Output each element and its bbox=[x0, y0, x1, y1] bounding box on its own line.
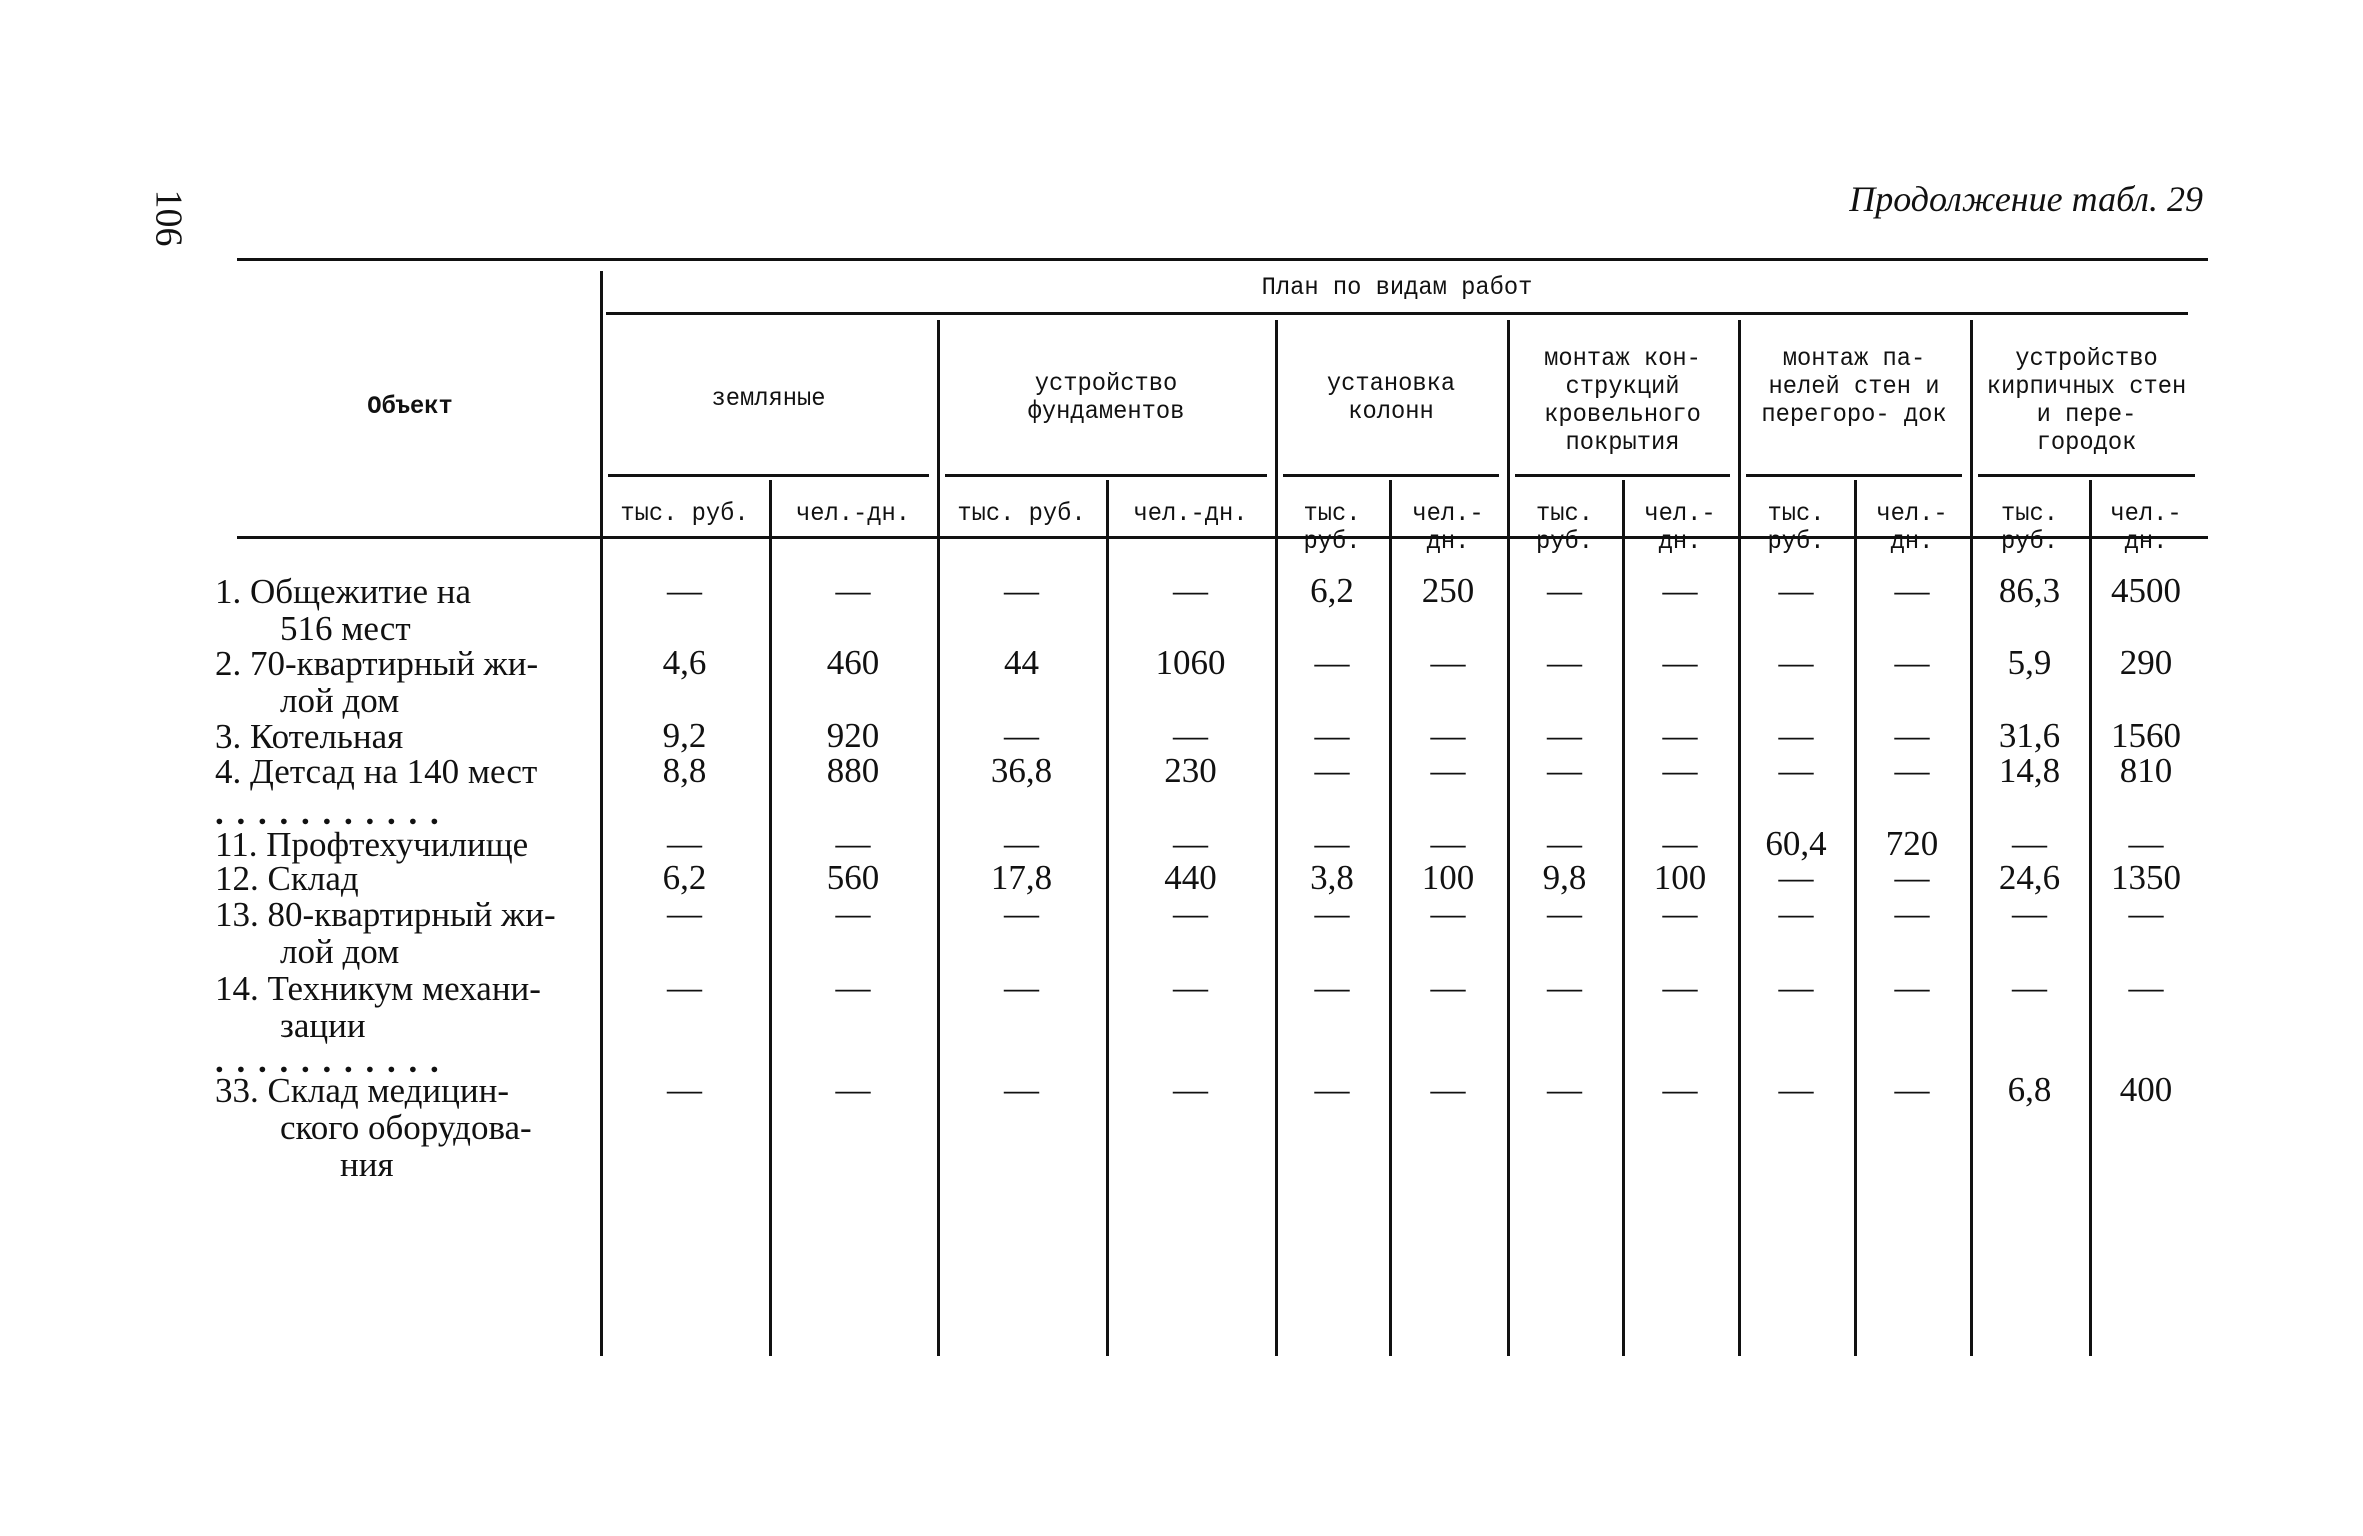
row-label: 14. Техникум механи- bbox=[215, 969, 541, 1008]
table-cell: — bbox=[1778, 643, 1814, 682]
table-cell: 5,9 bbox=[2007, 643, 2052, 682]
group-rule bbox=[1283, 474, 1499, 477]
table-cell: 400 bbox=[2119, 1070, 2173, 1109]
table-cell: — bbox=[1547, 751, 1582, 790]
table-cell: — bbox=[1430, 894, 1466, 933]
table-cell: — bbox=[1894, 1070, 1930, 1109]
table-cell: — bbox=[1894, 858, 1930, 897]
table-cell: — bbox=[1547, 643, 1582, 682]
table-cell: 100 bbox=[1653, 858, 1707, 897]
table-cell: — bbox=[1314, 643, 1350, 682]
table-cell: 6,8 bbox=[2007, 1070, 2052, 1109]
subheader: тыс. руб. bbox=[1535, 499, 1593, 556]
table-cell: 60,4 bbox=[1765, 824, 1827, 863]
table-cell: — bbox=[1173, 716, 1208, 755]
row-label: 2. 70-квартирный жи- bbox=[215, 644, 539, 683]
table-cell: — bbox=[2012, 894, 2047, 933]
table-cell: 44 bbox=[1004, 643, 1039, 682]
table-cell: 3,8 bbox=[1310, 858, 1354, 897]
table-cell: — bbox=[2012, 824, 2047, 863]
subheader: тыс. руб. bbox=[1303, 499, 1361, 556]
row-label: ского оборудова- bbox=[280, 1108, 532, 1147]
table-cell: — bbox=[1778, 571, 1814, 610]
table-cell: — bbox=[1173, 571, 1208, 610]
table-cell: 17,8 bbox=[990, 858, 1053, 897]
object-column-header: Объект bbox=[367, 392, 453, 421]
row-label: 4. Детсад на 140 мест bbox=[215, 752, 538, 791]
table-cell: 6,2 bbox=[1310, 571, 1354, 610]
row-label: зации bbox=[280, 1006, 366, 1045]
table-cell: — bbox=[1547, 1070, 1582, 1109]
table-cell: — bbox=[667, 968, 702, 1007]
table-cell: 560 bbox=[826, 858, 880, 897]
row-label: 33. Склад медицин- bbox=[215, 1071, 510, 1110]
table-cell: — bbox=[1778, 1070, 1814, 1109]
table-cell: 14,8 bbox=[1998, 751, 2061, 790]
page-number: 106 bbox=[147, 189, 190, 247]
table-cell: — bbox=[835, 968, 871, 1007]
table-cell: — bbox=[1314, 716, 1350, 755]
table-cell: — bbox=[2128, 894, 2164, 933]
table-cell: — bbox=[835, 894, 871, 933]
row-label: лой дом bbox=[280, 681, 400, 720]
table-cell: 250 bbox=[1421, 571, 1475, 610]
table-cell: — bbox=[1547, 571, 1582, 610]
table-cell: — bbox=[1662, 643, 1698, 682]
row-label: 12. Склад bbox=[215, 859, 359, 898]
table-cell: — bbox=[1173, 894, 1208, 933]
table-cell: — bbox=[1430, 1070, 1466, 1109]
table-cell: — bbox=[667, 894, 702, 933]
row-label: 1. Общежитие на bbox=[215, 572, 472, 611]
subheader: тыс. руб. bbox=[1767, 499, 1825, 556]
subheader: чел.-дн. bbox=[795, 499, 911, 528]
table-cell: — bbox=[1662, 894, 1698, 933]
subheader: чел.- дн. bbox=[2110, 499, 2182, 556]
table-cell: — bbox=[1894, 571, 1930, 610]
table-cell: — bbox=[1894, 894, 1930, 933]
table-cell: — bbox=[1778, 858, 1814, 897]
subheader: чел.- дн. bbox=[1412, 499, 1484, 556]
table-cell: 1060 bbox=[1155, 643, 1226, 682]
table-cell: — bbox=[1004, 968, 1039, 1007]
column-divider bbox=[600, 271, 603, 1356]
table-cell: — bbox=[1004, 716, 1039, 755]
group-header: устройство фундаментов bbox=[1027, 369, 1185, 426]
table-cell: — bbox=[1547, 716, 1582, 755]
table-cell: 4,6 bbox=[662, 643, 707, 682]
table-cell: 920 bbox=[826, 716, 880, 755]
table-cell: — bbox=[1004, 824, 1039, 863]
table-cell: — bbox=[667, 1070, 702, 1109]
table-cell: — bbox=[1662, 824, 1698, 863]
table-cell: — bbox=[835, 1070, 871, 1109]
table-cell: — bbox=[1778, 716, 1814, 755]
table-cell: — bbox=[667, 571, 702, 610]
table-cell: — bbox=[1004, 894, 1039, 933]
table-cell: — bbox=[1778, 751, 1814, 790]
table-cell: — bbox=[1004, 1070, 1039, 1109]
row-label: 516 мест bbox=[280, 609, 411, 648]
table-cell: — bbox=[2128, 824, 2164, 863]
row-label: . . . . . . . . . . . bbox=[215, 1041, 441, 1080]
row-label: 3. Котельная bbox=[215, 717, 404, 756]
table-cell: — bbox=[1894, 643, 1930, 682]
table-cell: — bbox=[1314, 968, 1350, 1007]
plan-header: План по видам работ bbox=[1261, 273, 1533, 302]
table-cell: — bbox=[1004, 571, 1039, 610]
table-cell: — bbox=[1894, 968, 1930, 1007]
table-cell: — bbox=[1894, 751, 1930, 790]
table-cell: 6,2 bbox=[662, 858, 707, 897]
table-cell: — bbox=[1314, 1070, 1350, 1109]
group-rule bbox=[1515, 474, 1730, 477]
table-cell: 880 bbox=[826, 751, 880, 790]
row-label: ния bbox=[340, 1145, 394, 1184]
table-cell: 36,8 bbox=[990, 751, 1053, 790]
table-cell: — bbox=[2012, 968, 2047, 1007]
subheader: чел.- дн. bbox=[1644, 499, 1716, 556]
group-header: устройство кирпичных стен и пере- городок bbox=[1986, 344, 2187, 457]
table-cell: — bbox=[1662, 751, 1698, 790]
subheader: чел.- дн. bbox=[1876, 499, 1948, 556]
table-cell: — bbox=[1547, 824, 1582, 863]
group-rule bbox=[1978, 474, 2195, 477]
group-header: установка колонн bbox=[1326, 369, 1456, 426]
table-cell: — bbox=[1894, 716, 1930, 755]
table-cell: — bbox=[1662, 968, 1698, 1007]
table-cell: — bbox=[835, 824, 871, 863]
row-label: . . . . . . . . . . . bbox=[215, 793, 441, 832]
table-cell: — bbox=[1173, 1070, 1208, 1109]
table-cell: 9,2 bbox=[662, 716, 707, 755]
table-cell: — bbox=[1430, 824, 1466, 863]
group-header: монтаж кон- струкций кровельного покрытия bbox=[1544, 344, 1701, 457]
table-cell: — bbox=[1430, 751, 1466, 790]
table-cell: — bbox=[1778, 968, 1814, 1007]
table-cell: — bbox=[1314, 824, 1350, 863]
table-cell: 440 bbox=[1164, 858, 1217, 897]
row-label: 11. Профтехучилище bbox=[215, 825, 529, 864]
table-cell: — bbox=[835, 571, 871, 610]
table-cell: — bbox=[667, 824, 702, 863]
table-cell: — bbox=[2128, 968, 2164, 1007]
table-cell: 1350 bbox=[2111, 858, 2181, 897]
group-header: земляные bbox=[711, 384, 826, 413]
table-cell: — bbox=[1547, 968, 1582, 1007]
table-cell: 460 bbox=[826, 643, 880, 682]
table-cell: 31,6 bbox=[1998, 716, 2061, 755]
plan-rule bbox=[606, 312, 2188, 315]
table-cell: 230 bbox=[1164, 751, 1217, 790]
subheader: тыс. руб. bbox=[2000, 499, 2058, 556]
top-rule bbox=[237, 258, 2208, 261]
subheader: тыс. руб. bbox=[620, 499, 749, 528]
table-cell: — bbox=[1430, 968, 1466, 1007]
subheader: тыс. руб. bbox=[957, 499, 1086, 528]
subheader: чел.-дн. bbox=[1133, 499, 1248, 528]
table-cell: — bbox=[1662, 716, 1698, 755]
table-cell: — bbox=[1430, 643, 1466, 682]
table-cell: — bbox=[1173, 824, 1208, 863]
table-cell: 8,8 bbox=[662, 751, 707, 790]
table-cell: — bbox=[1662, 571, 1698, 610]
table-cell: 4500 bbox=[2111, 571, 2181, 610]
table-cell: — bbox=[1430, 716, 1466, 755]
table-cell: 810 bbox=[2119, 751, 2173, 790]
group-rule bbox=[608, 474, 929, 477]
table-cell: — bbox=[1778, 894, 1814, 933]
row-label: лой дом bbox=[280, 932, 400, 971]
table-cell: 24,6 bbox=[1998, 858, 2061, 897]
group-header: монтаж па- нелей стен и перегоро- док bbox=[1761, 344, 1947, 429]
row-label: 13. 80-квартирный жи- bbox=[215, 895, 556, 934]
group-rule bbox=[1746, 474, 1962, 477]
table-cell: 1560 bbox=[2111, 716, 2181, 755]
table-cell: — bbox=[1314, 894, 1350, 933]
table-cell: — bbox=[1662, 1070, 1698, 1109]
table-cell: — bbox=[1314, 751, 1350, 790]
table-cell: 86,3 bbox=[1998, 571, 2061, 610]
table-cell: 9,8 bbox=[1542, 858, 1587, 897]
table-continuation-caption: Продолжение табл. 29 bbox=[1849, 179, 2203, 219]
table-cell: — bbox=[1173, 968, 1208, 1007]
group-rule bbox=[945, 474, 1267, 477]
table-cell: — bbox=[1547, 894, 1582, 933]
table-cell: 290 bbox=[2119, 643, 2173, 682]
table-cell: 100 bbox=[1421, 858, 1475, 897]
table-cell: 720 bbox=[1885, 824, 1939, 863]
